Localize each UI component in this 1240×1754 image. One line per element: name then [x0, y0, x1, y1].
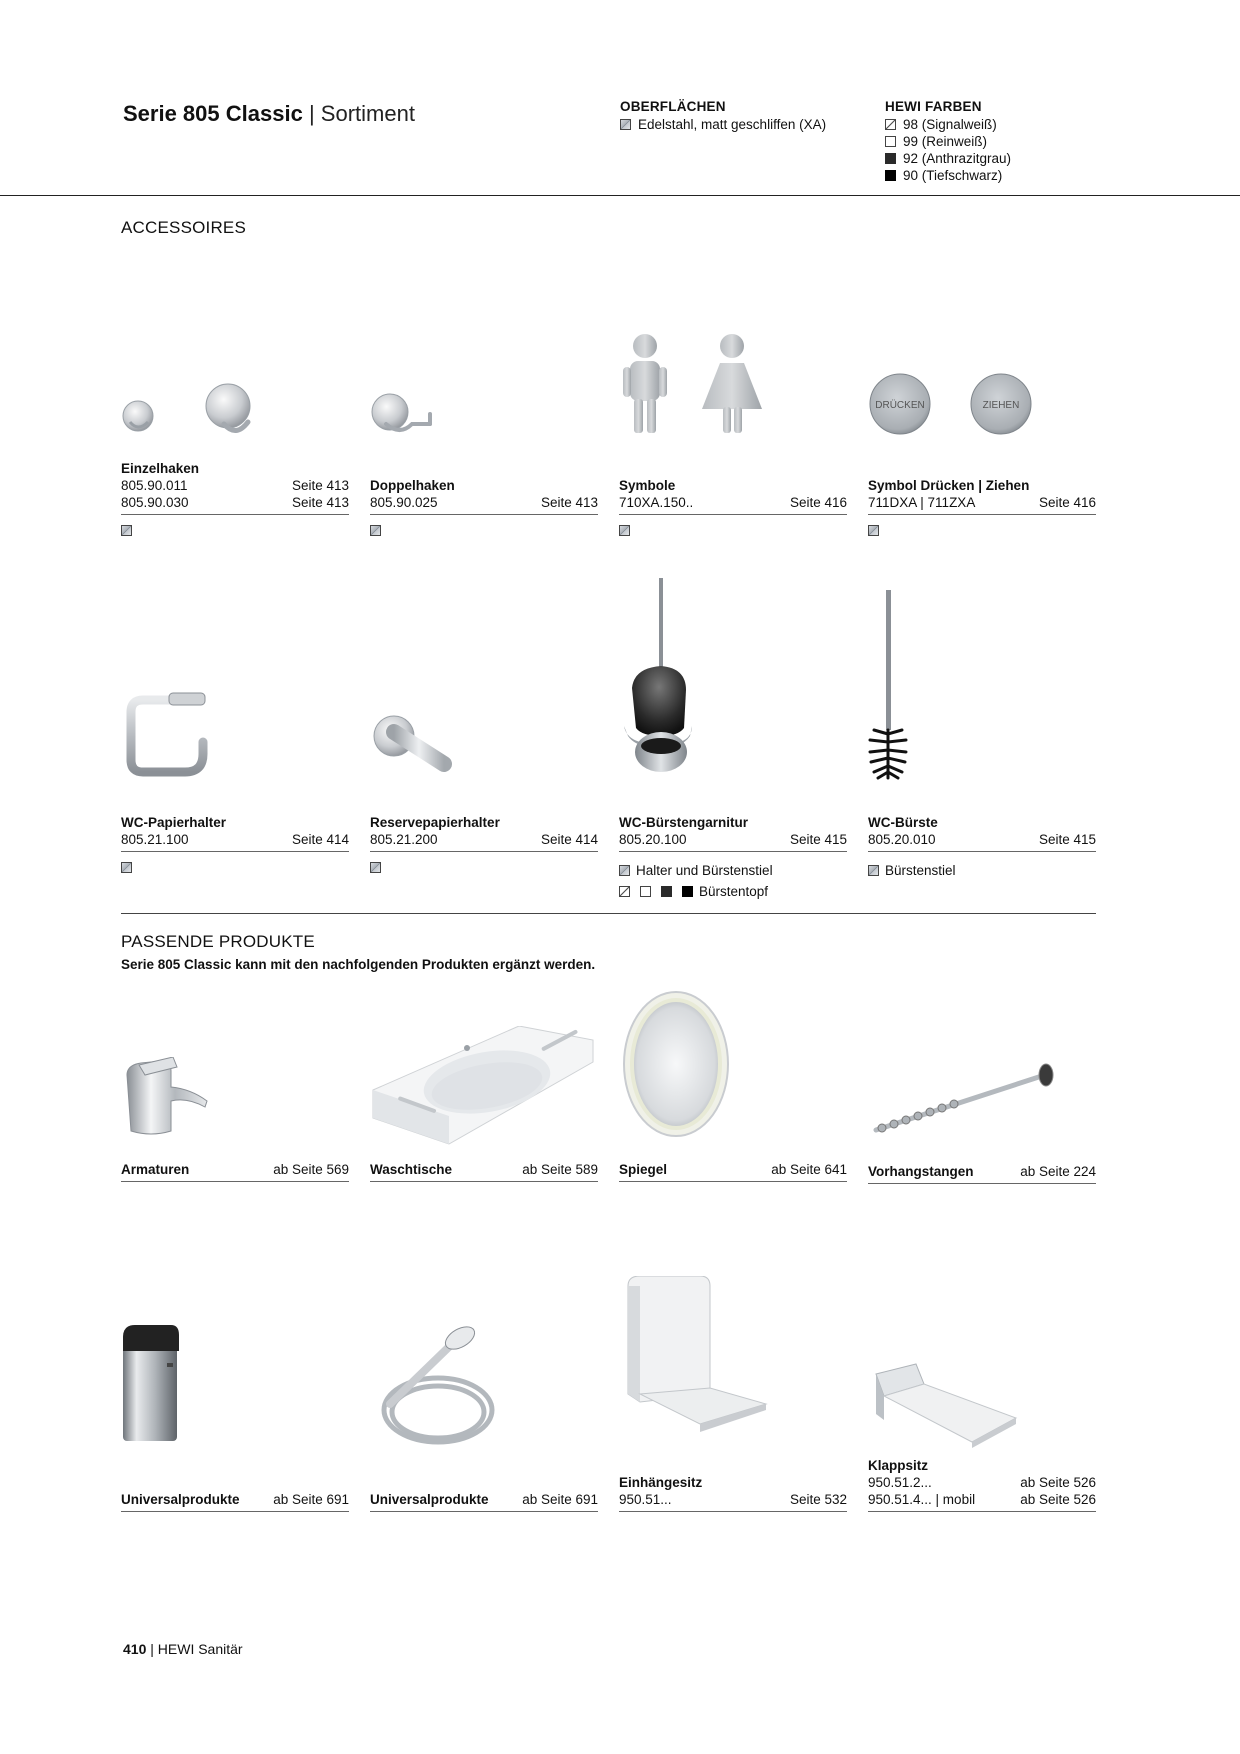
color-item-90: 90 (Tiefschwarz): [885, 167, 1011, 184]
anthrazitgrau-swatch-icon: [661, 886, 672, 897]
product-name-row: Vorhangstangen ab Seite 224: [868, 1164, 1096, 1179]
product-name-row: Waschtische ab Seite 589: [370, 1162, 598, 1177]
wc-papierhalter-image: [123, 690, 215, 780]
product-klappsitz: [868, 1457, 1096, 1512]
caption-rule: [619, 1181, 847, 1182]
product-doppelhaken: [370, 477, 598, 536]
title-section: Sortiment: [320, 101, 415, 126]
reinweiss-swatch-icon: [640, 886, 651, 897]
spiegel-image: [620, 990, 732, 1138]
colors-heading: HEWI FARBEN: [885, 99, 982, 114]
surface-indicator: [370, 862, 598, 873]
surface-indicator: [619, 525, 847, 536]
color-item-92: 92 (Anthrazitgrau): [885, 150, 1011, 167]
product-spiegel: [619, 1161, 847, 1182]
surface-indicator: [370, 525, 598, 536]
stainless-swatch-icon: [868, 865, 879, 876]
product-vorhangstangen: [868, 1163, 1096, 1184]
symbole-image: [620, 333, 770, 438]
caption-rule: [370, 1181, 598, 1182]
product-name-row: Universalprodukte ab Seite 691: [121, 1492, 349, 1507]
surface-indicator: [868, 525, 1096, 536]
surface-item-xa: Edelstahl, matt geschliffen (XA): [620, 116, 826, 133]
woman-symbol-icon: [702, 334, 762, 433]
product-name: Symbol Drücken | Ziehen: [868, 478, 1030, 493]
stainless-swatch-icon: [620, 119, 631, 130]
klappsitz-image: [868, 1362, 1018, 1448]
product-wc-buerste: [868, 814, 1096, 879]
caption-rule: [868, 851, 1096, 852]
surface-indicator: [121, 862, 349, 873]
handbrause-image: [372, 1324, 498, 1450]
title-separator: |: [308, 101, 315, 126]
caption-rule: [121, 851, 349, 852]
product-code-row: 805.21.100 Seite 414: [121, 832, 349, 847]
product-code-row: 805.90.011 Seite 413: [121, 478, 349, 493]
color-indicator: Bürstentopf: [619, 883, 847, 900]
product-name: Symbole: [619, 478, 676, 493]
product-name: WC-Bürstengarnitur: [619, 815, 748, 830]
product-armaturen: [121, 1161, 349, 1182]
stainless-swatch-icon: [121, 862, 132, 873]
product-symbole: [619, 477, 847, 536]
passende-subtitle: Serie 805 Classic kann mit den nachfolgenden Produkten ergänzt werden.: [121, 957, 596, 972]
product-wc-buerstengarnitur: [619, 814, 847, 900]
waschtische-image: [369, 1026, 595, 1146]
product-name-row: Universalprodukte ab Seite 691: [370, 1492, 598, 1507]
product-name: Einhängesitz: [619, 1475, 703, 1490]
product-name: WC-Papierhalter: [121, 815, 227, 830]
product-waschtische: [370, 1161, 598, 1182]
product-universalprodukte-2: [370, 1491, 598, 1512]
caption-rule: [868, 1183, 1096, 1184]
seifenspender-image: [121, 1323, 181, 1443]
caption-rule: [121, 1511, 349, 1512]
color-item-99: 99 (Reinweiß): [885, 133, 1011, 150]
man-symbol-icon: [623, 334, 667, 433]
anthrazitgrau-swatch-icon: [885, 153, 896, 164]
product-reservepapierhalter: [370, 814, 598, 873]
product-code-row: 711DXA | 711ZXA Seite 416: [868, 495, 1096, 510]
product-name: Einzelhaken: [121, 461, 200, 476]
product-code-row: 950.51.4... | mobil ab Seite 526: [868, 1492, 1096, 1507]
stainless-swatch-icon: [868, 525, 879, 536]
surface-indicator: Halter und Bürstenstiel: [619, 862, 847, 879]
surfaces-legend: [620, 98, 826, 133]
surfaces-heading: OBERFLÄCHEN: [620, 99, 726, 114]
stainless-swatch-icon: [370, 862, 381, 873]
caption-rule: [868, 1511, 1096, 1512]
stainless-swatch-icon: [370, 525, 381, 536]
einzelhaken-image: [118, 380, 268, 440]
vorhangstangen-image: [868, 1060, 1058, 1134]
section-divider: [121, 913, 1096, 914]
color-item-98: 98 (Signalweiß): [885, 116, 1011, 133]
product-code-row: 805.20.100 Seite 415: [619, 832, 847, 847]
einhaengesitz-image: [620, 1276, 770, 1436]
product-universalprodukte-1: [121, 1491, 349, 1512]
caption-rule: [370, 514, 598, 515]
product-name: Doppelhaken: [370, 478, 455, 493]
caption-rule: [619, 514, 847, 515]
product-name-row: Spiegel ab Seite 641: [619, 1162, 847, 1177]
druecken-ziehen-image: [868, 372, 1034, 436]
product-code-row: 950.51... Seite 532: [619, 1492, 847, 1507]
accessoires-heading: ACCESSOIRES: [121, 218, 247, 237]
signalweiss-swatch-icon: [619, 886, 630, 897]
product-code-row: 805.20.010 Seite 415: [868, 832, 1096, 847]
tiefschwarz-swatch-icon: [682, 886, 693, 897]
product-code-row: 805.90.030 Seite 413: [121, 495, 349, 510]
caption-rule: [370, 1511, 598, 1512]
caption-rule: [121, 1181, 349, 1182]
product-name: Reservepapierhalter: [370, 815, 500, 830]
title-series: Serie 805 Classic: [123, 101, 303, 126]
product-name-row: Armaturen ab Seite 569: [121, 1162, 349, 1177]
druecken-badge-text: DRÜCKEN: [875, 400, 925, 411]
caption-rule: [619, 1511, 847, 1512]
stainless-swatch-icon: [619, 525, 630, 536]
ziehen-badge-text: ZIEHEN: [982, 400, 1020, 411]
passende-heading: PASSENDE PRODUKTE: [121, 932, 315, 951]
product-code-row: 805.90.025 Seite 413: [370, 495, 598, 510]
signalweiss-swatch-icon: [885, 119, 896, 130]
product-name: WC-Bürste: [868, 815, 938, 830]
page-number: 410: [123, 1641, 147, 1657]
surface-indicator: [121, 525, 349, 536]
header-divider: [0, 195, 1240, 196]
stainless-swatch-icon: [121, 525, 132, 536]
product-einhaengesitz: [619, 1474, 847, 1512]
tiefschwarz-swatch-icon: [885, 170, 896, 181]
product-druecken-ziehen: [868, 477, 1096, 536]
page-title: [123, 100, 415, 128]
doppelhaken-image: [368, 390, 438, 436]
surface-indicator: Bürstenstiel: [868, 862, 1096, 879]
reservepapierhalter-image: [372, 708, 458, 780]
product-name: Klappsitz: [868, 1458, 929, 1473]
colors-legend: [885, 98, 1011, 184]
product-wc-papierhalter: [121, 814, 349, 873]
caption-rule: [370, 851, 598, 852]
wc-buerste-image: [868, 590, 912, 780]
page-footer: [123, 1641, 243, 1657]
product-code-row: 950.51.2... ab Seite 526: [868, 1475, 1096, 1490]
product-code-row: 710XA.150.. Seite 416: [619, 495, 847, 510]
caption-rule: [619, 851, 847, 852]
caption-rule: [868, 514, 1096, 515]
footer-separator: |: [150, 1641, 154, 1657]
wc-buerstengarnitur-image: [620, 578, 694, 778]
product-einzelhaken: [121, 460, 349, 536]
armaturen-image: [121, 1057, 213, 1137]
reinweiss-swatch-icon: [885, 136, 896, 147]
stainless-swatch-icon: [619, 865, 630, 876]
footer-brand: HEWI Sanitär: [157, 1641, 243, 1657]
product-code-row: 805.21.200 Seite 414: [370, 832, 598, 847]
caption-rule: [121, 514, 349, 515]
